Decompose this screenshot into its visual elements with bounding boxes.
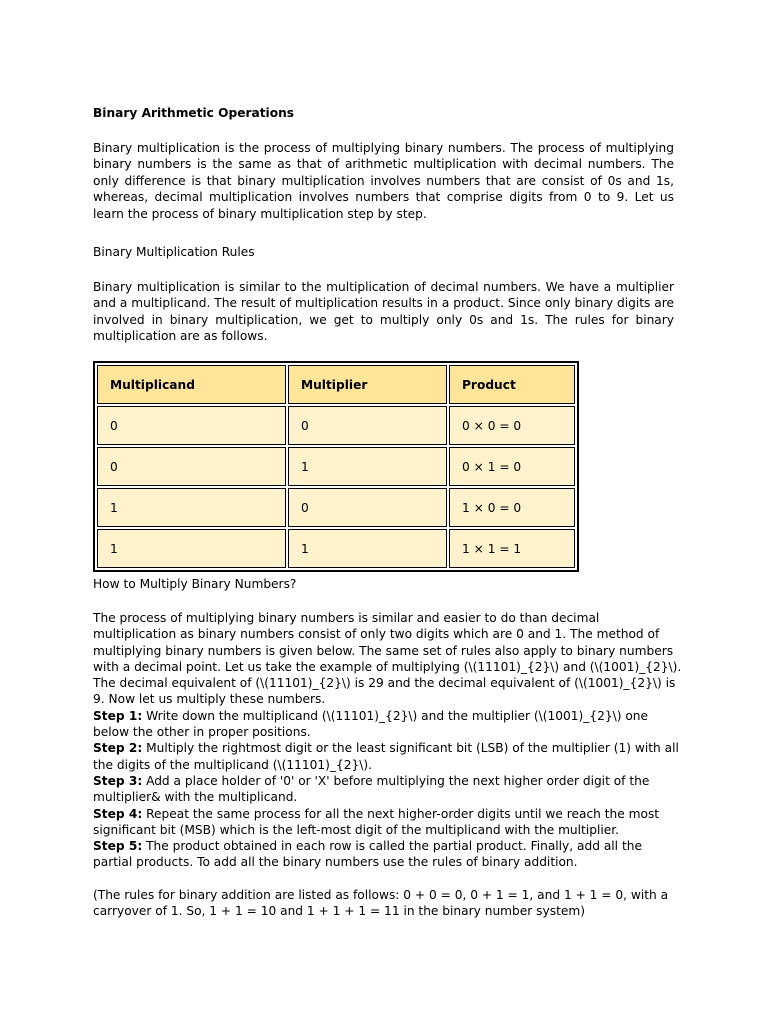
how-to-section	[93, 610, 683, 920]
table-header-row	[97, 365, 575, 404]
step-4	[93, 806, 683, 839]
table-cell: 1	[97, 529, 286, 568]
table-row	[97, 447, 575, 486]
table-cell: 1 × 0 = 0	[449, 488, 575, 527]
table-row	[97, 488, 575, 527]
step-3-text: Add a place holder of '0' or 'X' before multiplying the next higher order digit of the multiplier& with the multiplicand.	[93, 773, 650, 805]
table-cell: 0	[288, 406, 447, 445]
step-2-label: Step 2:	[93, 741, 143, 756]
table-cell: 0	[288, 488, 447, 527]
table-cell: 0	[97, 406, 286, 445]
table-cell: 1	[97, 488, 286, 527]
table-cell: 0 × 0 = 0	[449, 406, 575, 445]
step-1	[93, 708, 683, 741]
table-cell: 0 × 1 = 0	[449, 447, 575, 486]
step-5	[93, 838, 683, 871]
multiplication-rules-table	[93, 361, 579, 572]
step-4-text: Repeat the same process for all the next higher-order digits until we reach the most significant bit (MSB) which is the left-most digit of the multiplicand with the multiplier.	[93, 806, 660, 837]
addition-note: (The rules for binary addition are listed as follows: 0 + 0 = 0, 0 + 1 = 1, and 1 + 1 = 0, with a carryover of 1. So, 1 + 1 = 10 and 1 + 1 + 1 = 11 in the binary number system)	[93, 888, 669, 919]
table-cell: 1 × 1 = 1	[449, 529, 575, 568]
step-3	[93, 773, 683, 806]
step-4-label: Step 4:	[93, 806, 143, 821]
header-multiplicand: Multiplicand	[97, 365, 286, 404]
table-cell: 1	[288, 529, 447, 568]
table-row	[97, 406, 575, 445]
how-to-paragraph: The process of multiplying binary numbers is similar and easier to do than decimal multiplication as binary numbers consist of only two digits which are 0 and 1. The method of multiplying binary numbers is given below. The same set of rules also apply to binary numbers with a decimal point. Let us take the example of multiplying (\(11101)_{2}\) and (\(1001)_{2}\). The decimal equivalent of (\(11101)_{2}\) is 29 and the decimal equivalent of (\(1001)_{2}\) is 9. Now let us multiply these numbers.	[93, 611, 682, 707]
step-2	[93, 740, 683, 773]
step-2-text: Multiply the rightmost digit or the least significant bit (LSB) of the multiplier (1) with all the digits of the multiplicand (\(11101)_{2}\).	[93, 741, 679, 772]
how-to-heading: How to Multiply Binary Numbers?	[93, 577, 297, 591]
spacer	[93, 871, 683, 887]
intro-paragraph: Binary multiplication is the process of multiplying binary numbers. The process of multiplying binary numbers is the same as that of arithmetic multiplication with decimal numbers. The only difference is that binary multiplication involves numbers that are consist of 0s and 1s, whereas, decimal multiplication involves numbers that comprise digits from 0 to 9. Let us learn the process of binary multiplication step by step.	[93, 141, 674, 221]
table-cell: 1	[288, 447, 447, 486]
step-3-label: Step 3:	[93, 773, 143, 788]
step-1-text: Write down the multiplicand (\(11101)_{2}\) and the multiplier (\(1001)_{2}\) one below the other in proper positions.	[93, 708, 649, 740]
document-title: Binary Arithmetic Operations	[93, 106, 295, 120]
step-5-label: Step 5:	[93, 839, 143, 854]
rules-paragraph: Binary multiplication is similar to the multiplication of decimal numbers. We have a multiplier and a multiplicand. The result of multiplication results in a product. Since only binary digits are involved in binary multiplication, we get to multiply only 0s and 1s. The rules for binary multiplication are as follows.	[93, 280, 674, 344]
step-5-text: The product obtained in each row is called the partial product. Finally, add all the partial products. To add all the binary numbers use the rules of binary addition.	[93, 839, 642, 870]
step-1-label: Step 1:	[93, 708, 143, 723]
header-product: Product	[449, 365, 575, 404]
rules-heading: Binary Multiplication Rules	[93, 245, 255, 259]
header-multiplier: Multiplier	[288, 365, 447, 404]
table-row	[97, 529, 575, 568]
table-cell: 0	[97, 447, 286, 486]
